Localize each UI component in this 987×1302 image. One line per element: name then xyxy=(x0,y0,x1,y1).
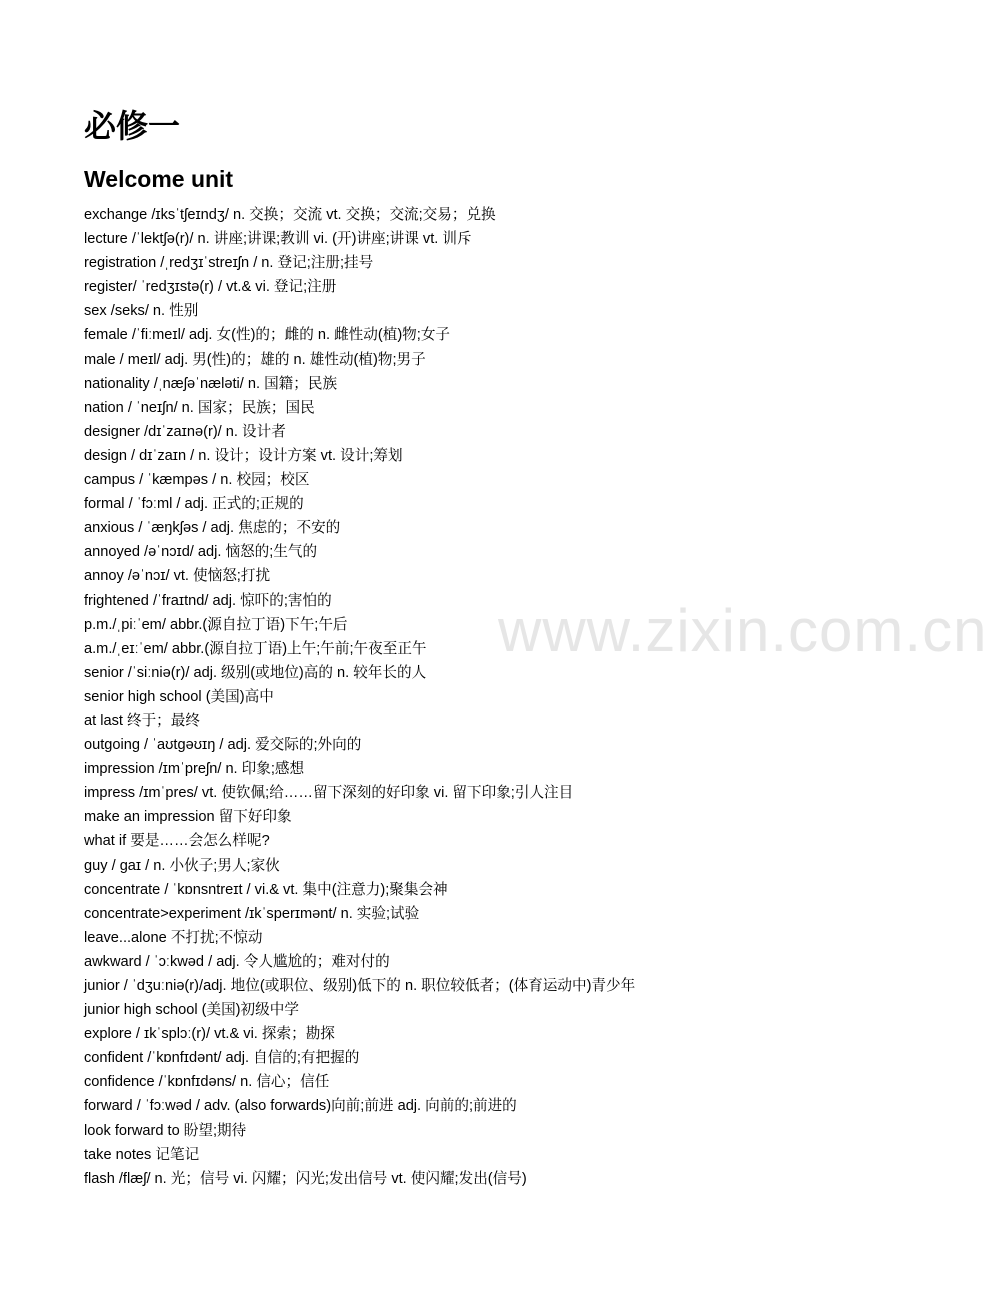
vocabulary-entry: senior high school (美国)高中 xyxy=(84,688,274,705)
vocabulary-entry: impress /ɪmˈpres/ vt. 使钦佩;给……留下深刻的好印象 vi. 留下印象;引人注目 xyxy=(84,785,574,802)
vocabulary-entry: concentrate>experiment /ɪkˈsperɪmənt/ n. 实验;试验 xyxy=(84,905,420,922)
vocabulary-entry: look forward to 盼望;期待 xyxy=(84,1122,247,1139)
vocabulary-entry: at last 终于；最终 xyxy=(84,712,200,729)
vocabulary-entry: awkward / ˈɔːkwəd / adj. 令人尴尬的；难对付的 xyxy=(84,953,390,970)
vocabulary-entry: design / dɪˈzaɪn / n. 设计；设计方案 vt. 设计;筹划 xyxy=(84,447,403,464)
vocabulary-entry: explore / ɪkˈsplɔː(r)/ vt.& vi. 探索；勘探 xyxy=(84,1026,335,1043)
vocabulary-entry: confident /ˈkɒnfɪdənt/ adj. 自信的;有把握的 xyxy=(84,1050,360,1067)
vocabulary-entry: anxious / ˈæŋkʃəs / adj. 焦虑的；不安的 xyxy=(84,520,341,537)
unit-title: Welcome unit xyxy=(84,166,234,192)
vocabulary-entry: campus / ˈkæmpəs / n. 校园；校区 xyxy=(84,472,310,489)
vocabulary-entry: register/ ˈredʒɪstə(r) / vt.& vi. 登记;注册 xyxy=(84,279,337,296)
book-title: 必修一 xyxy=(84,107,181,145)
vocabulary-entry: take notes 记笔记 xyxy=(84,1146,200,1163)
vocabulary-entry: guy / ɡaɪ / n. 小伙子;男人;家伙 xyxy=(84,857,280,874)
vocabulary-entry: nation / ˈneɪʃn/ n. 国家；民族；国民 xyxy=(84,399,315,416)
vocabulary-entry: annoyed /əˈnɔɪd/ adj. 恼怒的;生气的 xyxy=(84,544,318,561)
vocabulary-entry: flash /flæʃ/ n. 光；信号 vi. 闪耀；闪光;发出信号 vt. 使闪耀;发出(信号) xyxy=(84,1170,527,1187)
vocabulary-entry: formal / ˈfɔːml / adj. 正式的;正规的 xyxy=(84,496,304,513)
vocabulary-entry: sex /seks/ n. 性别 xyxy=(84,303,199,320)
watermark: www.zixin.com.cn xyxy=(498,597,987,664)
vocabulary-entry: senior /ˈsiːniə(r)/ adj. 级别(或地位)高的 n. 较年长的人 xyxy=(84,664,427,681)
vocabulary-entry: p.m./ˌpiːˈem/ abbr.(源自拉丁语)下午;午后 xyxy=(84,616,348,633)
vocabulary-entry: impression /ɪmˈpreʃn/ n. 印象;感想 xyxy=(84,761,305,778)
vocabulary-entry: female /ˈfiːmeɪl/ adj. 女(性)的；雌的 n. 雌性动(植)物;女子 xyxy=(84,327,451,344)
vocabulary-entry: lecture /ˈlektʃə(r)/ n. 讲座;讲课;教训 vi. (开)讲座;讲课 vt. 训斥 xyxy=(84,231,472,248)
vocabulary-entry: concentrate / ˈkɒnsntreɪt / vi.& vt. 集中(注意力);聚集会神 xyxy=(84,881,448,898)
vocabulary-entry: confidence /ˈkɒnfɪdəns/ n. 信心；信任 xyxy=(84,1074,330,1091)
vocabulary-entry: junior high school (美国)初级中学 xyxy=(84,1002,299,1019)
vocabulary-list xyxy=(84,203,635,1191)
vocabulary-entry: male / meɪl/ adj. 男(性)的；雄的 n. 雄性动(植)物;男子 xyxy=(84,351,426,368)
vocabulary-entry: frightened /ˈfraɪtnd/ adj. 惊吓的;害怕的 xyxy=(84,592,332,609)
vocabulary-entry: a.m./ˌeɪːˈem/ abbr.(源自拉丁语)上午;午前;午夜至正午 xyxy=(84,640,427,657)
vocabulary-entry: annoy /əˈnɔɪ/ vt. 使恼怒;打扰 xyxy=(84,568,271,585)
vocabulary-entry: make an impression 留下好印象 xyxy=(84,809,292,826)
vocabulary-entry: junior / ˈdʒuːniə(r)/adj. 地位(或职位、级别)低下的 n. 职位较低者；(体育运动中)青少年 xyxy=(84,978,636,994)
vocabulary-entry: exchange /ɪksˈtʃeɪndʒ/ n. 交换；交流 vt. 交换；交流;交易；兑换 xyxy=(84,207,496,223)
vocabulary-entry: nationality /ˌnæʃəˈnæləti/ n. 国籍；民族 xyxy=(84,375,338,392)
vocabulary-entry: registration /ˌredʒɪˈstreɪʃn / n. 登记;注册;挂号 xyxy=(84,255,374,272)
vocabulary-entry: designer /dɪˈzaɪnə(r)/ n. 设计者 xyxy=(84,423,286,440)
vocabulary-entry: leave...alone 不打扰;不惊动 xyxy=(84,929,263,946)
vocabulary-entry: forward / ˈfɔːwəd / adv. (also forwards)向前;前进 adj. 向前的;前进的 xyxy=(84,1098,517,1115)
vocabulary-entry: what if 要是……会怎么样呢? xyxy=(84,833,270,850)
vocabulary-entry: outgoing / ˈaʊtɡəʊɪŋ / adj. 爱交际的;外向的 xyxy=(84,737,362,754)
